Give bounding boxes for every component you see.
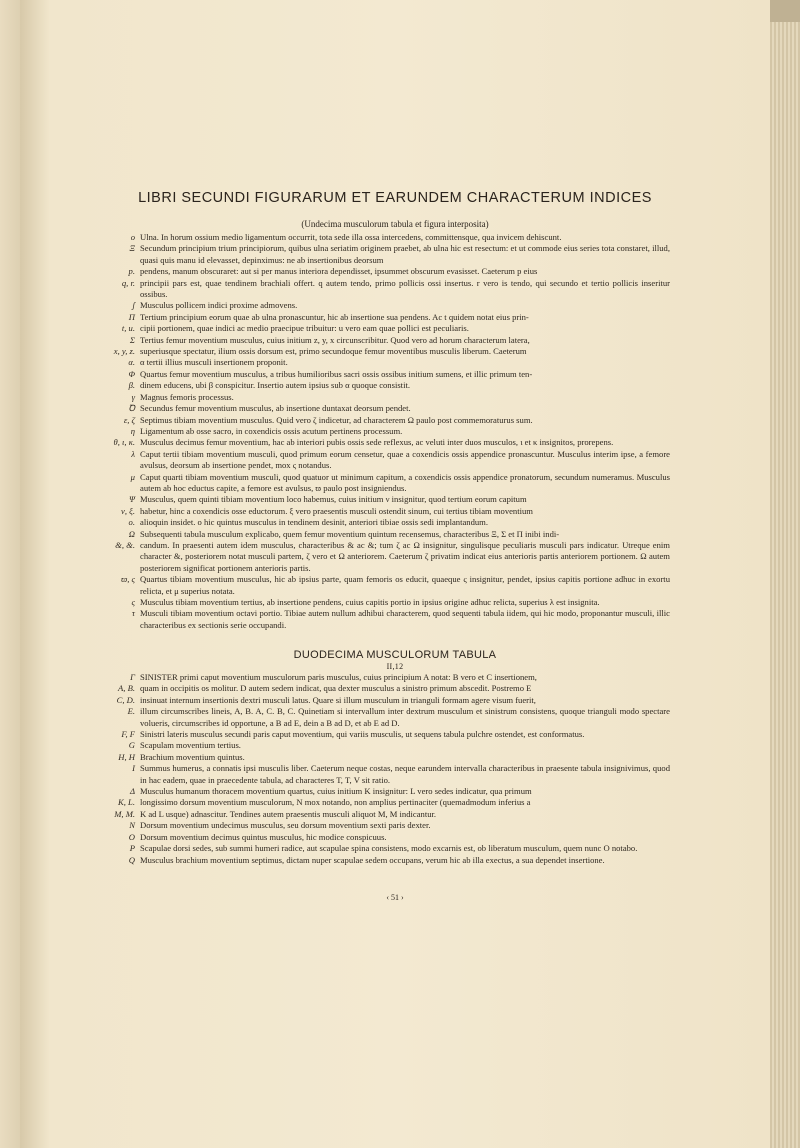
section2-title: [20, 649, 770, 671]
entry-text: Quartus tibiam moventium musculus, hic ab ipsius parte, quam femoris os educit, quaeque ς insignitur, pendet, ipsius capitis portione adhuc in exortu relicta, et μ superius notata.: [140, 574, 670, 596]
section1-entry: [115, 539, 670, 574]
entry-text: Scapulam moventium tertius.: [140, 740, 241, 751]
entry-key: Ꝺ: [128, 403, 135, 414]
section1-entry: [121, 505, 670, 517]
section1-entry: [128, 311, 670, 323]
section1-entry: [130, 232, 670, 243]
section1-entry: [128, 517, 670, 528]
entry-text: α tertii illius musculi insertionem proponit.: [140, 357, 288, 368]
entry-key: α.: [128, 357, 135, 368]
section2-entry: [128, 740, 670, 751]
entry-text: Subsequenti tabula musculum explicabo, quem femur moventium quintum recensemus, characteribus Ξ, Σ et Π inibi indi-: [140, 528, 560, 539]
entry-text: habetur, hinc a coxendicis osse eductorum. ξ vero praesentis musculi ostendit sinum, cui tertius tibiam moventium: [140, 505, 533, 516]
section1-entry: [121, 277, 670, 301]
entry-text: Musculus brachium moventium septimus, dictam nuper scapulae sedem occupans, verum hic ab illa exectus, a sua dependet insertione.: [140, 854, 605, 865]
section1-entry: [131, 391, 670, 403]
entry-key: Ψ: [128, 494, 135, 505]
entry-key: &, &.: [115, 539, 135, 550]
entry-key: M, M.: [114, 808, 135, 819]
section1-entry: [128, 494, 670, 505]
entry-key: ʃ: [132, 300, 135, 311]
entry-key: ϖ, ς: [121, 574, 135, 585]
entry-key: C, D.: [116, 694, 135, 705]
entry-text: insinuat internum insertionis dextri musculi latus. Quare si illum musculum in trianguli formam agere visum fuerit,: [140, 694, 536, 705]
entry-text: Tertium principium eorum quae ab ulna pronascuntur, hic ab insertione sua pendens. Ac t quidem notat eius prin-: [140, 311, 529, 322]
section1-entry: [129, 334, 670, 346]
entry-text: Musculus, quem quinti tibiam moventium loco habemus, cuius initium ν insignitur, quod tertium eorum capitum: [140, 494, 527, 505]
entry-text: longissimo dorsum moventium musculorum, N mox notando, non amplius pertinaciter (quemadmodum inferius a: [140, 797, 531, 808]
entry-key: Φ: [128, 368, 135, 379]
section1-entry: [128, 528, 670, 540]
entry-text: superiusque spectatur, ilium ossis dorsum est, primo secundoque femur moventibus musculis liberum. Caeterum: [140, 346, 527, 357]
section1-entry: [131, 597, 670, 608]
entry-text: Caput tertii tibiam moventium musculi, quod primum eorum censetur, quae a coxendicis ossis appendice pronascuntur. Musculus interim ipse, a femore avulsus, deorsum ab insertione pendet, mox ς notandus.: [140, 448, 670, 471]
entry-key: ε, ζ: [123, 414, 135, 425]
page-number: ‹ 51 ›: [386, 893, 404, 902]
entry-key: q, r.: [121, 277, 135, 288]
section1-entry: [131, 608, 670, 631]
page-stack-top: [770, 0, 800, 22]
section1-entry: [128, 266, 670, 277]
entry-key: τ: [131, 608, 135, 619]
entry-key: η: [130, 425, 135, 436]
section2-entry: [129, 820, 670, 831]
entry-text: Brachium moventium quintus.: [140, 751, 245, 762]
entry-key: I: [132, 763, 135, 774]
entry-key: λ: [131, 448, 135, 459]
section2-entry: [118, 683, 670, 694]
entry-key: o.: [128, 517, 135, 528]
page-title: LIBRI SECUNDI FIGURARUM ET EARUNDEM CHARACTERUM INDICES: [138, 190, 652, 206]
entry-text: alioquin insidet. o hic quintus musculus in tendinem desinit, anteriori tibiae ossis sedi implantandum.: [140, 517, 489, 528]
entry-text: Quartus femur moventium musculus, a tribus humilioribus sacri ossis ossibus initium sumens, et illic primum ten-: [140, 368, 533, 379]
entry-text: Tertius femur moventium musculus, cuius initium z, y, x circunscribitur. Quod vero ad horum characterum latera,: [140, 334, 530, 345]
section2-entry: [121, 729, 670, 740]
section1-entry: [113, 437, 670, 448]
entry-key: Σ: [129, 334, 135, 345]
entry-key: N: [129, 820, 135, 831]
section1-entry: [130, 471, 670, 495]
section2-entry: [118, 751, 670, 763]
page-stack-edge: [770, 0, 800, 1148]
entry-key: x, y, z.: [113, 346, 135, 357]
entry-key: o: [130, 232, 135, 242]
entry-text: Musculus tibiam moventium tertius, ab insertione pendens, cuius capitis portio in ipsius origine adhuc relicta, superius λ est insignita.: [140, 597, 600, 607]
entry-text: Musculus humanum thoracem moventium quartus, cuius initium K insignitur: L vero sedes indicatur, qua primum: [140, 786, 532, 797]
entry-key: ν, ξ.: [121, 505, 135, 516]
section2-entry: [118, 797, 670, 808]
entry-key: G: [128, 740, 135, 751]
section1-entry: [128, 368, 670, 380]
entry-text: cipii portionem, quae indici ac medio praecipue tribuitur: u vero eam quae pollici est peculiaris.: [140, 323, 469, 334]
section2-entry: [116, 694, 670, 706]
entry-text: Ligamentum ab osse sacro, in coxendicis ossis acutum pertinens processum.: [140, 425, 403, 436]
section2-entry: [114, 808, 670, 820]
entry-text: Scapulae dorsi sedes, sub summi humeri radice, aut scapulae spina consistens, modo excarnis est, ob liberatum musculum, quem nunc O notabo.: [140, 843, 638, 854]
section1-entry: [128, 403, 670, 414]
section1-entry: [113, 346, 670, 357]
left-page-edge: [0, 0, 20, 1148]
section1-entry: [128, 357, 670, 368]
entry-key: β.: [128, 380, 135, 391]
entry-text: Musculus pollicem indici proxime admovens.: [140, 300, 298, 311]
section1-entry: [129, 243, 670, 266]
entry-key: t, u.: [121, 323, 135, 334]
entry-key: O: [128, 831, 135, 842]
entry-key: Π: [128, 311, 135, 322]
section-subtitle: (Undecima musculorum tabula et figura interposita): [301, 219, 489, 229]
entry-key: E.: [127, 706, 135, 717]
entry-key: A, B.: [118, 683, 135, 694]
section2-entry: [128, 854, 670, 866]
section2-entry: [129, 786, 670, 797]
entry-key: Δ: [129, 786, 135, 797]
entry-text: Magnus femoris processus.: [140, 391, 234, 402]
section2-entry: [128, 831, 670, 843]
section1-entry: [130, 425, 670, 437]
entry-key: Γ: [130, 672, 135, 682]
entry-text: Dorsum moventium undecimus musculus, seu dorsum moventium sexti paris dexter.: [140, 820, 431, 831]
section2-entry: [132, 763, 670, 786]
entry-text: Dorsum moventium decimus quintus musculus, hic modice conspicuus.: [140, 831, 387, 842]
entry-key: P: [129, 843, 135, 854]
entry-text: Secundus femur moventium musculus, ab insertione duntaxat deorsum pendet.: [140, 403, 411, 414]
section1-entry: [121, 323, 670, 334]
section2-heading: DUODECIMA MUSCULORUM TABULA: [293, 649, 497, 661]
entry-key: θ, ι, κ.: [113, 437, 135, 448]
entry-key: K, L.: [118, 797, 135, 808]
entry-text: Musculi tibiam moventium octavi portio. Tibiae autem nullum adhibui characterem, quod sequenti tabula iidem, qui hic modo, proponantur musculi, illic characteribus ex sectionis serie occupandi.: [140, 608, 670, 630]
section1-entry: [123, 414, 670, 426]
entry-text: Summus humerus, a connatis ipsi musculis liber. Caeterum neque costas, neque earundem intervalla characteribus in praesente tabula insignivimus, quod in hac eadem, quae in praecedente tabula, ad characteres T, T, V sit ratio.: [140, 763, 670, 785]
entry-text: Septimus tibiam moventium musculus. Quid vero ζ indicetur, ad characterem Ω paulo post commemoraturus sum.: [140, 414, 533, 425]
entry-text: Sinistri lateris musculus secundi paris caput moventium, qui variis musculis, ut sequens tabula pulchre ostendet, est conformatus.: [140, 729, 585, 740]
entry-key: p.: [128, 266, 135, 277]
entry-text: principii pars est, quae tendinem brachiali offert. q autem tendo, primo pollicis ossi insertus. r vero is tendo, qui secundo et tertio pollicis inseritur ossibus.: [140, 277, 670, 300]
entry-text: illum circumscribes lineis, A, B. A, C. B, C. Quinetiam si intervallum inter dextrum musculum et sinistrum consistens, quoque trianguli modo spectare volueris, circumscribes id opportune, a B ad E, dein a B ad D, et ab E ad D.: [140, 706, 670, 728]
book-page: [20, 0, 770, 1148]
entry-key: Ξ: [129, 243, 135, 254]
section2-entry: [127, 706, 670, 729]
section2-entry: [129, 843, 670, 854]
section1-entry: [131, 448, 670, 472]
entry-key: F, F: [121, 729, 135, 740]
entry-key: Q: [128, 854, 135, 865]
entry-text: SINISTER primi caput moventium musculorum paris musculus, cuius principium A notat: B vero et C insertionem,: [140, 672, 537, 682]
entry-key: Ω: [128, 528, 135, 539]
entry-text: Musculus decimus femur moventium, hac ab interiori pubis ossis sede reflexus, ac veluti inter duos musculos, ι et κ insignitos, prorepens.: [140, 437, 614, 448]
section1-entry: [132, 300, 670, 311]
entry-text: candum. In praesenti autem idem musculus, characteribus & ac &; tum ζ ac Ω insignitur, singulisque peculiaris musculi pars indicatur. Utreque enim character &, posteriorem notat musculi partem, ζ vero et Ω anteriorem. Caeterum ζ privatim indicat eius anterioris partis anteriorem portionem. Ω autem posteriorem significat portionem anterioris partis.: [140, 539, 670, 573]
entry-key: ς: [131, 597, 135, 607]
entry-key: γ: [131, 391, 135, 402]
section2-ref: II,12: [386, 662, 404, 671]
section1-entry: [121, 574, 670, 597]
section2-entry: [130, 672, 670, 683]
section1-entry: [128, 380, 670, 391]
entry-text: Secundum principium trium principiorum, quibus ulna seriatim originem praebet, ab ulna hic est resectum: et ut commode eius series tota constaret, illud, quasi quis manu id elevasset, depinximus: ne ab insertionibus deorsum: [140, 243, 670, 265]
entry-key: μ: [130, 471, 135, 482]
section2-entries: [114, 672, 670, 866]
entry-text: Caput quarti tibiam moventium musculi, quod quatuor ut minimum capitum, a coxendicis ossis appendice pronatorum, secundum numeramus. Musculus autem ab hoc eductus capite, a femore est avulsus, ϖ paulo post insigniendus.: [140, 471, 670, 493]
entry-text: dinem educens, ubi β conspicitur. Insertio autem ipsius sub α quoque consistit.: [140, 380, 410, 391]
entry-text: K ad L usque) adnascitur. Tendines autem praesentis musculi aliquot M, M indicantur.: [140, 808, 437, 819]
entry-text: Ulna. In horum ossium medio ligamentum occurrit, tota sede illa ossa intercedens, committensque, qua invicem dehiscunt.: [140, 232, 562, 242]
entry-text: pendens, manum obscuraret: aut si per manus interiora dependisset, ipsummet obscurum evasisset. Caeterum p eius: [140, 266, 538, 277]
entry-key: H, H: [118, 751, 135, 762]
entry-text: quam in occipitis os molitur. D autem sedem indicat, qua dexter musculus a sinistro primum abscedit. Postremo E: [140, 683, 532, 694]
section1-entries: [113, 232, 670, 631]
